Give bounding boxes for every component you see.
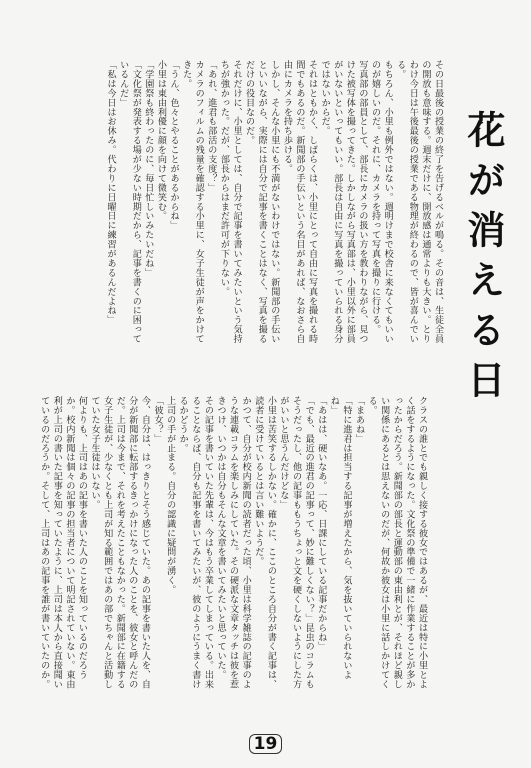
page-number-label: 19 xyxy=(249,734,283,754)
upper-text-block: その日最後の授業の終了を告げるベルが鳴る。その音は、生徒全員の開放も意味する。週末だけに、開放感は通常よりも大きい。とりわけ今日は午後最後の授業である物理が終わるので、皆が喜んでいる。 もちろん、小里も例外ではない。週明けまで校舎に来なくてもいいのが嬉しいのだ。それに、カメラを持って写真を撮りに行ける。 写真部の部員として、部長にカメラの扱い方を教わりながら、見つけた被写体を撮ってきた。しかしながら写真部は、小里以外に部員がいないといってもいい。部長は自由に写真を撮っていられる身分ではないからだ。 それはともかく、しばらくは、小里にとって自由に写真を撮れる時間でもあるのだ。新聞部の手伝いという名目があれば、なおさら自由にカメラを持ち歩ける。 しかし、そんな小里にも不満がないわけではない。新聞部の手伝いといいながら、実際には自分で記事を書くことはなく、写真を撮るだけの役目なのだ。 それだけに、小里としては、自分で記事を書いてみたいという気持ちが強かった。だが、部長からはまだ許可が下りない。 「あれ、進君も部活の支度？」 カメラのフィルムの残量を確認する小里に、女子生徒が声をかけてきた。 「うん、色々とやることがあるからね」 小里は東由利優に顔を向けて微笑む。 「学園祭も終わったのに、毎日忙しいみたいだね」 「文化祭が発表する場が少ない時期だから、記事を書くのに困っているんだ」 「私は今日はお休み。代わりに日曜日に練習があるんだよね」 xyxy=(105,60,443,344)
page-number xyxy=(0,734,531,758)
chapter-title: 花が消える日 xyxy=(461,110,505,410)
lower-text-block: クラスの誰とでも親しく接する彼女ではあるが、最近は特に小里とよく話をするようになった。文化祭の準備で一緒に作業することが多かったからだろう。新聞部の部長と運動部の東由利とが、それほど親しい関係にあるとは思えないのだが、何故か彼女は小里に話しかけてくる。 「まあね」 「特に進君は担当する記事が増えたから、気を抜いていられないよね」 「あはは、硬いなあ。一応、日課にしている記事だからね」 「でも、最近の進君の記事って、妙に難しくない？」昆虫のコラムもそうだったし、他の記事ももうちょっと文を硬くしないようにした方がいいと思うんだけどな」 小里は苦笑するしかない。確かに、ここのところ自分が書く記事は、読者に受けているとは言い難いようだ。 かつて、自分が校内新聞の読者だった頃、小里は科学雑誌の記事のような連載コラムを楽しみにしていた。その硬派な文章タッチは彼を惹きつけ、いつかは自分もそんな文章を書いてみたいと思っていた。 その記事を書いていた先輩は、今はもう卒業してしまっている。出来ることならば、自分も記事を書いてみたいが、彼のようにうまく書けるかどうか。 上司の手が止まる。自分の認識に疑問が湧く。 「彼女？」 今、自分は、はっきりとそう感じていた。あの記事を書いた人を、自分が新聞部に転部するきっかけになった人のことを、彼女と呼んだのだ。上司は今まで、それを考えたこともなかった。新聞部に在籍する女子生徒が、少なくとも上司が知る範囲ではあの部でちゃんと活動していた女子生徒はいない。 何よりも、上司はあの記事を書いた人のことを知っているのだろうか。校内新聞は個々の記事の担当者について明記されていない。東由利が上司の書いた記事を知っていたように、上司は本人から直接聞いているのだろうか。そして、上司はあの記事を誰が書いていたのか。 xyxy=(39,396,427,689)
